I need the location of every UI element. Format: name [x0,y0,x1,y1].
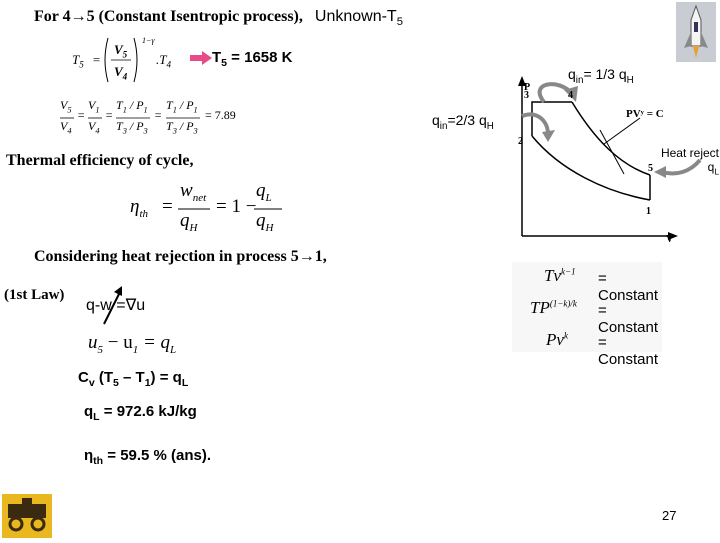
thermal-efficiency-label: Thermal efficiency of cycle, [6,152,194,169]
efficiency-equation: $\eta_{th}$ = $w_{net}$ $q_H$ = 1 − $q_L$ $q_H$ [130,180,274,234]
institution-logo-icon [2,494,52,538]
heading-prefix: For 4→5 (Constant Isentropic process), [34,8,303,25]
v-axis-label: V [666,234,674,245]
first-law-label: (1st Law) [4,287,65,303]
isentropic-relations: $Tv^{k-1}$ = Constant $TP^{(1-k)/k}$ = Constant Pv$^k$ = Constant [512,262,662,352]
heat-reject-label: Heat reject $q_L$ [660,146,719,177]
t5-equation: $T_5$ = $V_5$ $V_4$ 1−γ $.T_4$ [72,36,172,82]
point-3-label: 3 [524,90,529,101]
efficiency-result: $\eta_{th} = 59.5$ % (ans). [84,447,212,467]
considering-text: Considering heat rejection in process 5→1, [34,248,327,265]
point-5-label: 5 [648,163,653,174]
volume-ratio-equation: $V_5$ $V_4$ = $V_1$ $V_4$ = $T_1 / P_1$ $T_3 / P_3$ = $T_1 / P_1$ $T_3 / P_3$ = 7.89 [60,98,236,136]
t5-result: $T_5 = 1658$ K [212,49,293,69]
strike-arrow-icon [100,286,126,331]
qin-one-third: $q_{in}= 1/3$ $q_H$ [568,66,634,86]
ql-result: $q_L = 972.6$ kJ/kg [84,403,197,423]
point-1-label: 1 [646,206,651,217]
result-arrow-icon [190,51,212,70]
point-4-label: 4 [568,90,573,101]
page-number: 27 [662,508,677,523]
first-law-equation: q-w =∇u [86,297,146,314]
internal-energy-equation: $u_5 - u_1 = q_L$ [88,332,177,356]
polytropic-label: PVʸ = C [626,108,664,120]
rocket-logo-icon [676,2,716,62]
heading [34,8,403,28]
heading-unknown: Unknown-$T_5$ [314,8,403,29]
p-axis-label: P [524,82,531,93]
cv-equation: $C_v$ $(T_5 - T_1) = q_L$ [78,369,189,389]
qin-two-thirds: $q_{in}=2/3$ $q_H$ [432,112,494,132]
point-2-label: 2 [518,136,523,147]
